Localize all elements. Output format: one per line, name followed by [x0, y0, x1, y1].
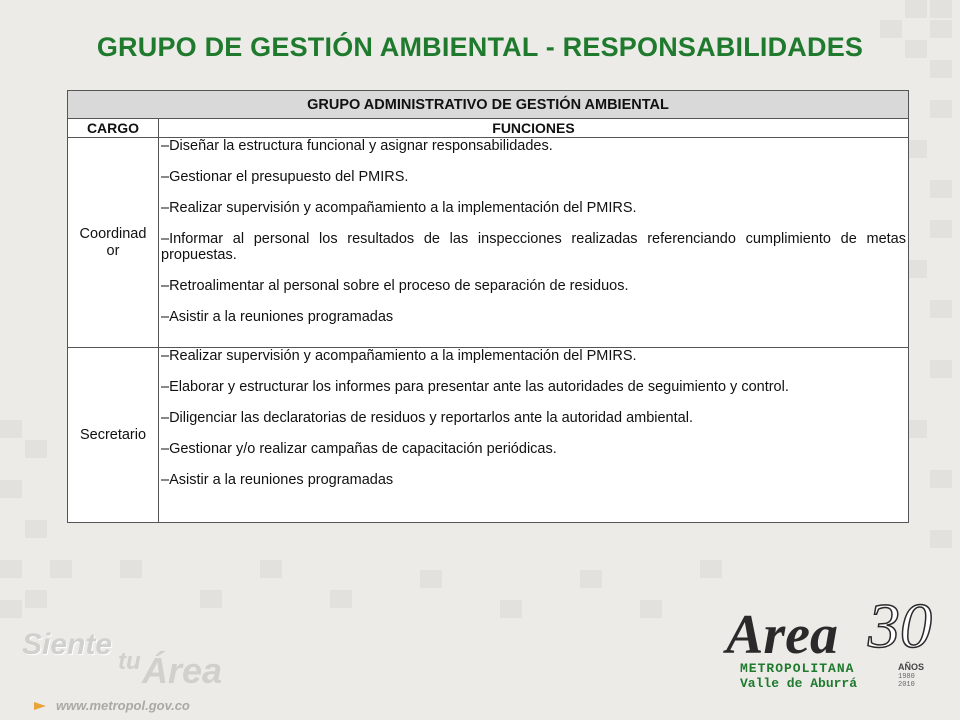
logo-number: 30	[868, 590, 932, 661]
logo-metropolitana: METROPOLITANA	[740, 661, 855, 676]
page-title: GRUPO DE GESTIÓN AMBIENTAL - RESPONSABILIDADES	[96, 32, 864, 62]
column-header-funciones: FUNCIONES	[159, 119, 909, 138]
logo-years: 1980 2010	[898, 673, 915, 689]
cargo-label-line2: or	[106, 242, 120, 259]
function-item: –Asistir a la reuniones programadas	[161, 309, 394, 325]
area-metropolitana-logo	[720, 585, 940, 665]
table-group-header: GRUPO ADMINISTRATIVO DE GESTIÓN AMBIENTAL	[68, 91, 909, 119]
cargo-label-line1: Secretario	[79, 426, 147, 443]
column-header-cargo: CARGO	[68, 119, 159, 138]
funciones-cell	[159, 348, 909, 523]
footer-siente-text: Siente	[22, 628, 113, 661]
function-item: –Realizar supervisión y acompañamiento a la implementación del PMIRS.	[161, 200, 637, 216]
footer-area-text: Área	[142, 650, 223, 691]
logo-area-word: Area	[726, 604, 838, 665]
table-row	[68, 138, 909, 348]
cargo-cell	[68, 138, 159, 348]
logo-valle: Valle de Aburrá	[740, 676, 858, 691]
function-item: –Diseñar la estructura funcional y asignar responsabilidades.	[161, 138, 553, 154]
function-item: –Retroalimentar al personal sobre el proceso de separación de residuos.	[161, 278, 629, 294]
responsibilities-table	[67, 90, 909, 523]
footer-tu-text: tu	[118, 648, 141, 675]
table-row	[68, 348, 909, 523]
function-item: –Gestionar el presupuesto del PMIRS.	[161, 169, 409, 185]
arrow-icon	[34, 700, 50, 712]
function-item: –Realizar supervisión y acompañamiento a la implementación del PMIRS.	[161, 348, 637, 364]
cargo-cell	[68, 348, 159, 523]
function-item: –Informar al personal los resultados de las inspecciones realizadas referenciando cumplimiento de metas propuestas.	[161, 231, 906, 263]
cargo-label-line1: Coordinad	[79, 225, 147, 242]
function-item: –Elaborar y estructurar los informes para presentar ante las autoridades de seguimiento y control.	[161, 379, 789, 395]
funciones-cell	[159, 138, 909, 348]
function-item: –Gestionar y/o realizar campañas de capacitación periódicas.	[161, 441, 557, 457]
function-item: –Diligenciar las declaratorias de residuos y reportarlos ante la autoridad ambiental.	[161, 410, 693, 426]
function-item: –Asistir a la reuniones programadas	[161, 472, 394, 488]
footer-url-link[interactable]: www.metropol.gov.co	[56, 698, 190, 713]
logo-anos: AÑOS	[898, 662, 925, 672]
